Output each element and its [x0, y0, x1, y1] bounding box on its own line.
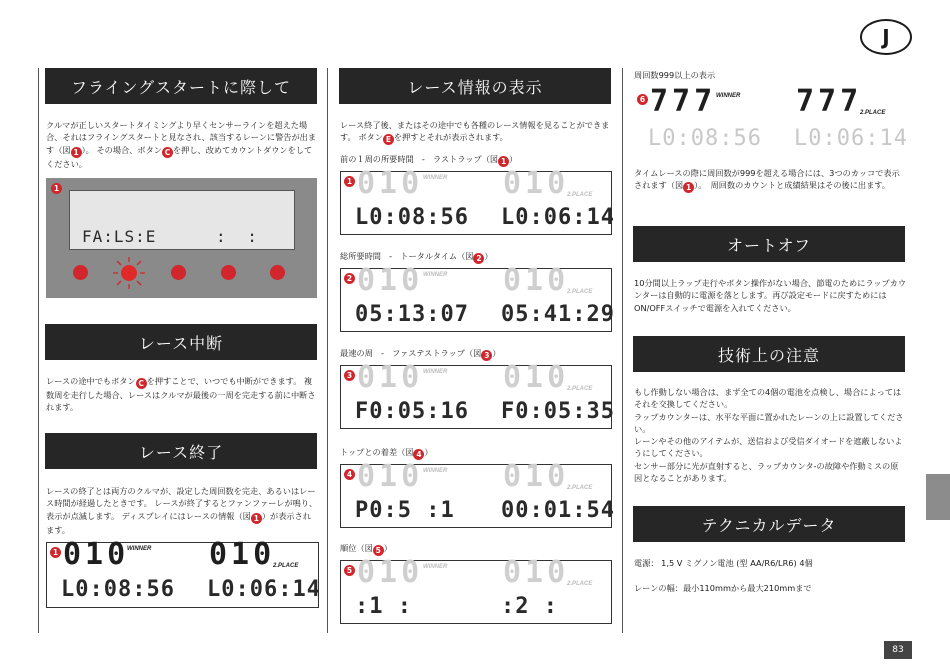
- figure-ref-badge: 4: [413, 449, 424, 460]
- left-lap-count: 777: [650, 84, 717, 119]
- right-lap-count: 010: [503, 263, 570, 298]
- lcd-display: [340, 166, 615, 235]
- display-false-text: FA:LS:E: [82, 227, 157, 246]
- right-lap-count: 010: [503, 459, 570, 494]
- device-display: [69, 190, 295, 250]
- left-lap-time: L0:08:56: [648, 126, 762, 151]
- lcd-display: [340, 459, 615, 528]
- place-label: 2.PLACE: [567, 192, 593, 198]
- place-label: 2.PLACE: [567, 581, 593, 587]
- figure-badge: 4: [344, 469, 355, 480]
- right-lap-time: 05:41:29: [501, 302, 615, 327]
- winner-label: WINNER: [423, 468, 448, 474]
- display-caption: 前の１周の所要時間 - ラストラップ（図 1 ）: [340, 154, 518, 166]
- section-header-flying-start: フライングスタートに際して: [45, 68, 317, 104]
- left-lap-count: 010: [357, 360, 424, 395]
- right-lap-count: 777: [796, 84, 863, 119]
- figure-badge: 2: [344, 273, 355, 284]
- figure-badge: 1: [51, 183, 62, 194]
- lap-999-text: タイムレースの際に周回数が999を超える場合には、3つのカッコで表示されます（図 1 ）。 周回数のカウントと成績結果はその後に出ます。: [634, 168, 900, 193]
- winner-label: WINNER: [423, 175, 448, 181]
- figure-ref-badge: 1: [498, 156, 509, 167]
- right-lap-count: 010: [503, 555, 570, 590]
- place-label: 2.PLACE: [860, 110, 886, 116]
- display-caption: 総所要時間 - トータルタイム（図 2 ）: [340, 251, 493, 263]
- left-lap-time: P0:5 :1: [355, 498, 455, 523]
- figure-badge: 1: [50, 547, 61, 558]
- place-label: 2.PLACE: [273, 563, 299, 569]
- button-e-badge: E: [383, 134, 394, 145]
- lcd-display: [340, 263, 615, 332]
- place-label: 2.PLACE: [567, 289, 593, 295]
- technical-notes-text: もし作動しない場合は、まず全ての4個の電池を点検し、場合によってはそれを交換してください。 ラップカウンターは、水平な平面に置かれたレーンの上に設置してください。 レーンやその他のアイテムが、送信および受信ダイオードを遮蔽しないようにしてください。 センサー部分に光が直射すると、ラップカウンタ-の故障や作動ミスの原因となることがあります。: [634, 387, 904, 484]
- figure-badge: 6: [637, 94, 648, 105]
- button-c-badge: C: [136, 378, 147, 389]
- right-lap-count: 010: [503, 360, 570, 395]
- device-button-b-flashing: [112, 256, 146, 290]
- lcd-display: [340, 555, 612, 624]
- device-button-d: [221, 265, 236, 280]
- section-header-race-interrupt: レース中断: [45, 324, 317, 360]
- page-number: 83: [884, 641, 912, 659]
- flying-start-text: クルマが正しいスタートタイミングより早くセンサーラインを超えた場合、それはフライングスタートと見なされ、該当するレーンに警告が出ます（図 1 ）。 その場合、ボタン C を押し、改めてカウントダウンをしてください。: [46, 120, 317, 169]
- left-lap-count: 010: [357, 166, 424, 201]
- display-colons: : :: [216, 227, 263, 246]
- right-lap-time: 00:01:54: [501, 498, 615, 523]
- place-label: 2.PLACE: [567, 485, 593, 491]
- device-button-c: [171, 265, 186, 280]
- left-lap-time: L0:08:56: [355, 205, 469, 230]
- lcd-display-race-end: [46, 537, 321, 608]
- section-header-technical-notes: 技術上の注意: [633, 336, 905, 372]
- figure-badge: 1: [344, 176, 355, 187]
- figure-ref-badge: 5: [373, 545, 384, 556]
- device-button-a: [73, 265, 88, 280]
- right-lap-time: L0:06:14: [794, 126, 908, 151]
- right-lap-count: 010: [503, 166, 570, 201]
- winner-label: WINNER: [127, 546, 152, 552]
- side-tab-marker: [926, 474, 950, 520]
- figure-ref-badge: 1: [71, 147, 82, 158]
- lcd-display: [340, 360, 615, 429]
- figure-ref-badge: 2: [473, 253, 484, 264]
- right-lap-time: L0:06:14: [207, 577, 321, 602]
- left-lap-time: :1 :: [355, 594, 412, 619]
- display-caption: 最速の周 - ファステストラップ（図 3 ）: [340, 348, 501, 360]
- section-header-race-end: レース終了: [45, 433, 317, 469]
- left-lap-count: 010: [357, 459, 424, 494]
- lap-999-caption: 周回数999以上の表示: [634, 70, 716, 80]
- lap-counter-device-figure: [46, 178, 317, 298]
- figure-ref-badge: 3: [481, 350, 492, 361]
- winner-label: WINNER: [716, 93, 741, 99]
- left-lap-count: 010: [63, 537, 130, 572]
- section-header-race-info: レース情報の表示: [339, 68, 611, 104]
- tech-lane-width: レーンの幅：最小110mmから最大210mmまで: [634, 583, 812, 593]
- section-header-auto-off: オートオフ: [633, 226, 905, 262]
- section-header-technical-data: テクニカルデータ: [633, 506, 905, 542]
- display-caption: 順位（図 5 ）: [340, 543, 392, 555]
- country-badge-j: J: [860, 19, 912, 55]
- button-c-badge: C: [162, 147, 173, 158]
- device-button-e: [270, 265, 285, 280]
- race-info-intro: レース終了後、またはその途中でも各種のレース情報を見ることができます。 ボタン E を押すとそれが表示されます。: [340, 120, 610, 145]
- display-caption: トップとの着差（図 4 ）: [340, 447, 433, 459]
- auto-off-text: 10分間以上ラップ走行やボタン操作がない場合、節電のためにラップカウンターは自動的に電源を落とします。再び設定モードに戻すためにはON/OFFスイッチで電源を入れてください。: [634, 278, 907, 313]
- figure-badge: 3: [344, 370, 355, 381]
- column-divider: [327, 68, 328, 633]
- column-divider: [622, 68, 623, 633]
- winner-label: WINNER: [423, 369, 448, 375]
- race-interrupt-text: レースの途中でもボタン C を押すことで、いつでも中断ができます。 複数周を走行した場合、レースはクルマが最後の一周を完走する前に中断されます。: [46, 376, 316, 413]
- left-lap-time: 05:13:07: [355, 302, 469, 327]
- figure-badge: 5: [344, 565, 355, 576]
- right-lap-time: :2 :: [501, 594, 558, 619]
- left-lap-count: 010: [357, 555, 424, 590]
- figure-ref-badge: 1: [251, 513, 262, 524]
- race-end-text: レースの終了とは両方のクルマが、設定した周回数を完走、あるいはレース時間が経過したときです。 レースが終了するとファンファーレが鳴り、表示が点滅します。 ディスプレイにはレースの情報（図 1 ）が表示されます。: [46, 486, 318, 535]
- left-lap-time: F0:05:16: [355, 399, 469, 424]
- column-divider: [38, 68, 39, 633]
- lcd-display-lap-999: [634, 84, 908, 154]
- left-lap-count: 010: [357, 263, 424, 298]
- tech-power: 電源： 1,5 V ミグノン電池 (型 AA/R6/LR6) 4個: [634, 558, 813, 568]
- right-lap-count: 010: [209, 537, 276, 572]
- right-lap-time: F0:05:35: [501, 399, 615, 424]
- winner-label: WINNER: [423, 564, 448, 570]
- figure-ref-badge: 1: [683, 182, 694, 193]
- left-lap-time: L0:08:56: [61, 577, 175, 602]
- place-label: 2.PLACE: [567, 386, 593, 392]
- right-lap-time: L0:06:14: [501, 205, 615, 230]
- winner-label: WINNER: [423, 272, 448, 278]
